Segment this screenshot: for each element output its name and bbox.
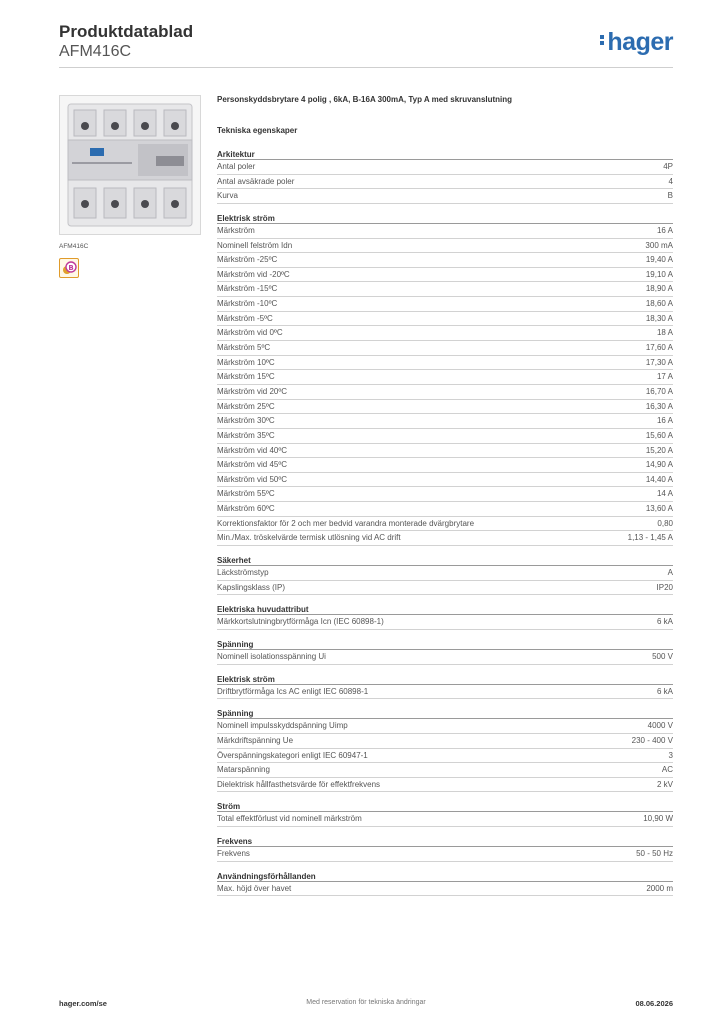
spec-value: 17,60 A [645,343,673,353]
spec-value: 19,10 A [645,269,673,279]
spec-value: 4000 V [647,721,673,731]
spec-value: 230 - 400 V [631,735,673,745]
spec-row [217,473,673,488]
page-footer [59,994,673,1012]
spec-group [217,604,673,630]
spec-row [217,778,673,793]
spec-label: Max. höjd över havet [217,883,292,893]
spec-label: Märkström vid 20ºC [217,386,288,396]
spec-row [217,224,673,239]
spec-label: Märkdriftspänning Ue [217,735,294,745]
spec-label: Märkström vid 0ºC [217,328,283,338]
spec-group [217,149,673,204]
spec-group-title: Elektrisk ström [217,674,673,685]
spec-value: 15,20 A [645,445,673,455]
section-title: Tekniska egenskaper [217,126,298,135]
spec-row [217,414,673,429]
spec-row [217,160,673,175]
spec-group [217,801,673,827]
spec-label: Frekvens [217,849,250,859]
spec-label: Matarspänning [217,765,270,775]
spec-row [217,282,673,297]
spec-label: Märkström 60ºC [217,504,275,514]
spec-row [217,268,673,283]
product-panel [59,95,201,278]
spec-label: Kurva [217,191,238,201]
spec-label: Märkström -15ºC [217,284,278,294]
spec-value: 18,60 A [645,299,673,309]
spec-label: Korrektionsfaktor för 2 och mer bedvid varandra monterade dvärgbrytare [217,518,475,528]
spec-label: Märkström vid 45ºC [217,460,288,470]
spec-label: Antal poler [217,162,256,171]
spec-value: 2000 m [646,883,673,893]
spec-value: 10,90 W [643,814,673,824]
spec-row [217,444,673,459]
spec-value: 18,30 A [645,313,673,323]
spec-value: 13,60 A [645,504,673,514]
spec-label: Nominell isolationsspänning Ui [217,651,326,661]
spec-group [217,674,673,700]
footer-disclaimer: Med reservation för tekniska ändringar [306,999,426,1006]
spec-value: 1,13 - 1,45 A [627,533,673,543]
spec-label: Märkström 10ºC [217,357,275,367]
spec-group-title: Ström [217,801,673,812]
spec-row [217,385,673,400]
spec-group [217,708,673,792]
spec-value: 6 kA [656,617,673,627]
product-description: Personskyddsbrytare 4 polig , 6kA, B-16A 300mA, Typ A med skruvanslutning [217,95,513,104]
spec-row [217,650,673,665]
spec-value: 18 A [656,328,673,338]
spec-label: Total effektförlust vid nominell märkström [217,814,362,824]
spec-value: 16 A [656,416,673,426]
spec-label: Märkström 25ºC [217,401,275,411]
spec-row [217,734,673,749]
spec-label: Dielektrisk hållfasthetsvärde för effektfrekvens [217,779,381,789]
spec-label: Märkström vid 50ºC [217,474,288,484]
spec-row [217,502,673,517]
spec-label: Märkström 30ºC [217,416,275,426]
document-title: Produktdatablad [59,22,194,41]
spec-label: Märkström -10ºC [217,299,278,309]
spec-value: 16,70 A [645,386,673,396]
footer-website[interactable]: hager.com/se [59,999,107,1008]
spec-row [217,531,673,546]
spec-group-title: Spänning [217,639,673,650]
spec-label: Nominell felström Idn [217,240,293,250]
spec-group [217,871,673,897]
spec-label: Märkström [217,225,255,235]
spec-group-title: Spänning [217,708,673,719]
spec-value: 19,40 A [645,255,673,265]
spec-group-title: Elektrisk ström [217,213,673,224]
spec-row [217,487,673,502]
spec-label: Läckströmstyp [217,568,269,578]
product-image-caption: AFM416C [59,243,89,250]
product-image [59,95,201,235]
spec-value: 14,90 A [645,460,673,470]
spec-row [217,341,673,356]
spec-group-title: Säkerhet [217,555,673,566]
spec-row [217,253,673,268]
spec-row [217,812,673,827]
page-header [59,20,673,68]
spec-row [217,175,673,190]
circuit-breaker-image [60,96,200,234]
spec-row [217,615,673,630]
spec-group [217,555,673,595]
spec-value: B [667,191,673,201]
spec-label: Överspänningskategori enligt IEC 60947-1 [217,750,368,760]
spec-value: 50 - 50 Hz [636,849,673,859]
spec-row [217,297,673,312]
spec-label: Driftbrytförmåga Ics AC enligt IEC 60898-1 [217,686,369,696]
spec-group-title: Elektriska huvudattribut [217,604,673,615]
spec-value: 17 A [656,372,673,382]
spec-row [217,719,673,734]
spec-value: 16,30 A [645,401,673,411]
spec-group-title: Frekvens [217,836,673,847]
product-code: AFM416C [59,43,132,60]
spec-value: 2 kV [656,779,673,789]
footer-date: 08.06.2026 [635,999,673,1008]
spec-value: 300 mA [645,240,673,250]
spec-group-title: Arkitektur [217,149,673,160]
spec-label: Märkström 55ºC [217,489,275,499]
spec-row [217,685,673,700]
spec-value: IP20 [656,582,673,592]
spec-value: 18,90 A [645,284,673,294]
spec-label: Märkström 35ºC [217,430,275,440]
spec-row [217,763,673,778]
spec-row [217,370,673,385]
spec-label: Nominell impulsskyddspänning Uimp [217,721,348,731]
spec-value: 14,40 A [645,474,673,484]
spec-value: A [667,568,673,578]
spec-row [217,312,673,327]
spec-row [217,356,673,371]
spec-row [217,326,673,341]
spec-value: 17,30 A [645,357,673,367]
spec-row [217,581,673,596]
spec-label: Märkström vid -20ºC [217,269,290,279]
specifications [217,95,673,896]
spec-value: 6 kA [656,686,673,696]
spec-groups [217,149,673,896]
spec-group [217,639,673,665]
eco-label-icon [59,258,79,278]
spec-row [217,458,673,473]
spec-value: 15,60 A [645,430,673,440]
logo-dots-icon [600,33,605,47]
svg-text:B: B [68,263,74,272]
spec-row [217,239,673,254]
spec-label: Märkström 15ºC [217,372,275,382]
spec-value: 4P [663,162,673,171]
spec-row [217,400,673,415]
spec-value: AC [661,765,673,775]
spec-label: Min./Max. tröskelvärde termisk utlösning vid AC drift [217,533,401,543]
spec-value: 3 [668,750,673,760]
spec-row [217,749,673,764]
spec-value: 4 [668,176,673,186]
spec-label: Kapslingsklass (IP) [217,582,286,592]
spec-row [217,882,673,897]
spec-value: 500 V [652,651,673,661]
spec-value: 16 A [656,225,673,235]
spec-row [217,517,673,532]
spec-value: 0,80 [657,518,673,528]
spec-label: Märkström -5ºC [217,313,273,323]
spec-label: Märkström vid 40ºC [217,445,288,455]
spec-group [217,213,673,546]
spec-value: 14 A [656,489,673,499]
spec-row [217,566,673,581]
spec-label: Märkström -25ºC [217,255,278,265]
spec-row [217,189,673,204]
logo-text: hager [607,28,673,56]
spec-label: Antal avsäkrade poler [217,176,295,186]
spec-group [217,836,673,862]
spec-group-title: Användningsförhållanden [217,871,673,882]
spec-label: Märkström 5ºC [217,343,271,353]
spec-label: Märkkortslutningbrytförmåga Icn (IEC 60898-1) [217,617,384,627]
spec-row [217,847,673,862]
spec-row [217,429,673,444]
hager-logo [600,28,673,57]
